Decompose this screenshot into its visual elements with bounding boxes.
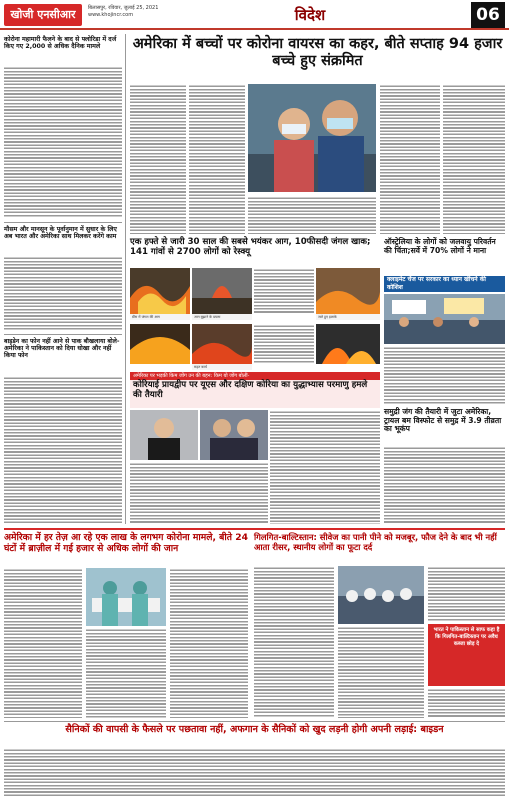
wildfire-caption-4: राहत कार्य bbox=[192, 364, 252, 370]
brazil-body-col3 bbox=[170, 568, 248, 718]
section-divider bbox=[4, 528, 505, 530]
australia-protest-photo bbox=[384, 294, 505, 344]
lead-body-col5 bbox=[443, 84, 505, 234]
wildfire-photo-6 bbox=[316, 324, 380, 364]
gilgit-body-col4 bbox=[428, 688, 505, 718]
section-divider bbox=[4, 721, 505, 722]
lead-headline: अमेरिका में बच्चों पर कोरोना वायरस का कहर, बीते सप्ताह 94 हजार बच्चे हुए संक्रमित bbox=[132, 36, 503, 69]
korea-body-2 bbox=[130, 462, 268, 524]
lead-body-col3 bbox=[248, 196, 376, 234]
lead-body-col1 bbox=[130, 84, 186, 234]
story-monsoon-title: मौसम और मानसून के पूर्वानुमान में सुधार के लिए अब भारत और अमेरिका साथ मिलकर करेंगे काम bbox=[4, 226, 117, 241]
gilgit-body-col2 bbox=[338, 626, 424, 718]
edition-line bbox=[88, 5, 198, 19]
story-florida-title: कोरोना महामारी फैलने के बाद से फ्लोरिडा में दर्ज किए गए 2,000 से अधिक दैनिक मामले bbox=[4, 36, 117, 51]
korea-headline: कोरियाई प्रायद्वीप पर यूएस और दक्षिण कोरिया का युद्धाभ्यास परमाणु हमले की तैयारी bbox=[133, 380, 368, 400]
wildfire-caption-2: आग बुझाने के प्रयास bbox=[192, 314, 252, 320]
brazil-hospital-photo bbox=[86, 568, 166, 626]
divider bbox=[4, 222, 122, 223]
korea-leaders-photo bbox=[200, 410, 268, 460]
korea-body bbox=[270, 410, 380, 524]
section-title: विदेश bbox=[294, 6, 326, 24]
wildfire-caption-1: ग्रीस में जंगल की आग bbox=[130, 314, 190, 320]
gilgit-headline: गिलगित-बाल्टिस्तान: सीवेज का पानी पीने को मजबूर, फौज देने के बाद भी नहीं आता रीसर, स्थानीय लोगों का फूटा दर्द bbox=[254, 532, 497, 552]
gilgit-protest-photo bbox=[338, 566, 424, 624]
wildfire-body-a bbox=[254, 268, 314, 314]
gilgit-body-col1 bbox=[254, 566, 334, 718]
sea-headline: समुद्री जंग की तैयारी में जुटा अमेरिका, ट्रायल बम विस्फोट से समुद्र में 3.9 तीव्रता का भूकंप bbox=[384, 407, 502, 434]
brazil-body-col2 bbox=[86, 628, 166, 718]
story-pakistan-body bbox=[4, 376, 122, 524]
wildfire-photo-4 bbox=[130, 324, 190, 364]
lead-photo-child-mask bbox=[248, 84, 376, 192]
bottom-headline: सैनिकों की वापसी के फैसले पर पछतावा नहीं, अफगान के सैनिकों को खुद लड़नी होगी अपनी लड़ाई: बाइडन bbox=[65, 724, 444, 735]
lead-body-col2 bbox=[189, 84, 245, 234]
column-divider bbox=[125, 34, 126, 524]
lead-body-col4 bbox=[380, 84, 440, 234]
site-url: www.khojincr.com bbox=[88, 12, 134, 18]
wildfire-body-b bbox=[254, 324, 314, 364]
australia-body bbox=[384, 346, 505, 404]
story-florida-body bbox=[4, 66, 122, 218]
bottom-body bbox=[4, 748, 505, 796]
korea-strip bbox=[130, 372, 380, 408]
wildfire-headline: एक हफ्ते से जारी 30 साल की सबसे भयंकर आग, 10फीसदी जंगल खाक; 141 गांवों से 2700 लोगों को रेस्क्यू bbox=[130, 237, 371, 257]
brazil-body-col1 bbox=[4, 568, 82, 718]
climate-banner: क्लाइमेट चेंज पर सरकार का ध्यान खींचने की कोशिश bbox=[384, 276, 505, 292]
story-pakistan-title: बाइडेन का फोन नहीं आने से पाक बौखलाया बोले- अमेरिका ने पाकिस्तान को दिया धोखा और नहीं किया फोन bbox=[4, 338, 120, 360]
story-monsoon-body bbox=[4, 256, 122, 330]
wildfire-photo-5 bbox=[192, 324, 252, 364]
wildfire-photo-2 bbox=[192, 268, 252, 314]
edition-date: बिलासपुर, रविवार, जुलाई 25, 2021 bbox=[88, 5, 159, 11]
newspaper-logo: खोजी एनसीआर bbox=[4, 4, 82, 26]
sea-body bbox=[384, 446, 505, 524]
wildfire-photo-3 bbox=[316, 268, 380, 314]
divider bbox=[4, 334, 122, 335]
gilgit-body-col3 bbox=[428, 566, 505, 622]
page-number: 06 bbox=[471, 2, 505, 28]
korea-kicker: अमेरिका पर भड़की किम जोंग उन की बहन: किम यो जोंग बोलीं- bbox=[130, 373, 380, 380]
wildfire-photo-1 bbox=[130, 268, 190, 314]
masthead bbox=[0, 0, 509, 30]
brazil-headline: अमेरिका में हर तेज़ आ रहे एक लाख के लगभग कोरोना मामले, बीते 24 घंटों में ब्राज़ील में गई हजार से अधिक लोगों की जान bbox=[4, 532, 249, 554]
australia-headline: ऑस्ट्रेलिया के लोगों को जलवायु परिवर्तन की चिंता;सर्वे में 70% लोगों ने माना bbox=[384, 237, 496, 255]
gilgit-quote-box: भारत ने पाकिस्तान से साफ कहा है कि गिलगित-बाल्टिस्तान पर अवैध कब्जा छोड़ दे bbox=[428, 624, 505, 686]
wildfire-caption-3: जले हुए इलाके bbox=[316, 314, 380, 320]
kim-photo bbox=[130, 410, 198, 460]
